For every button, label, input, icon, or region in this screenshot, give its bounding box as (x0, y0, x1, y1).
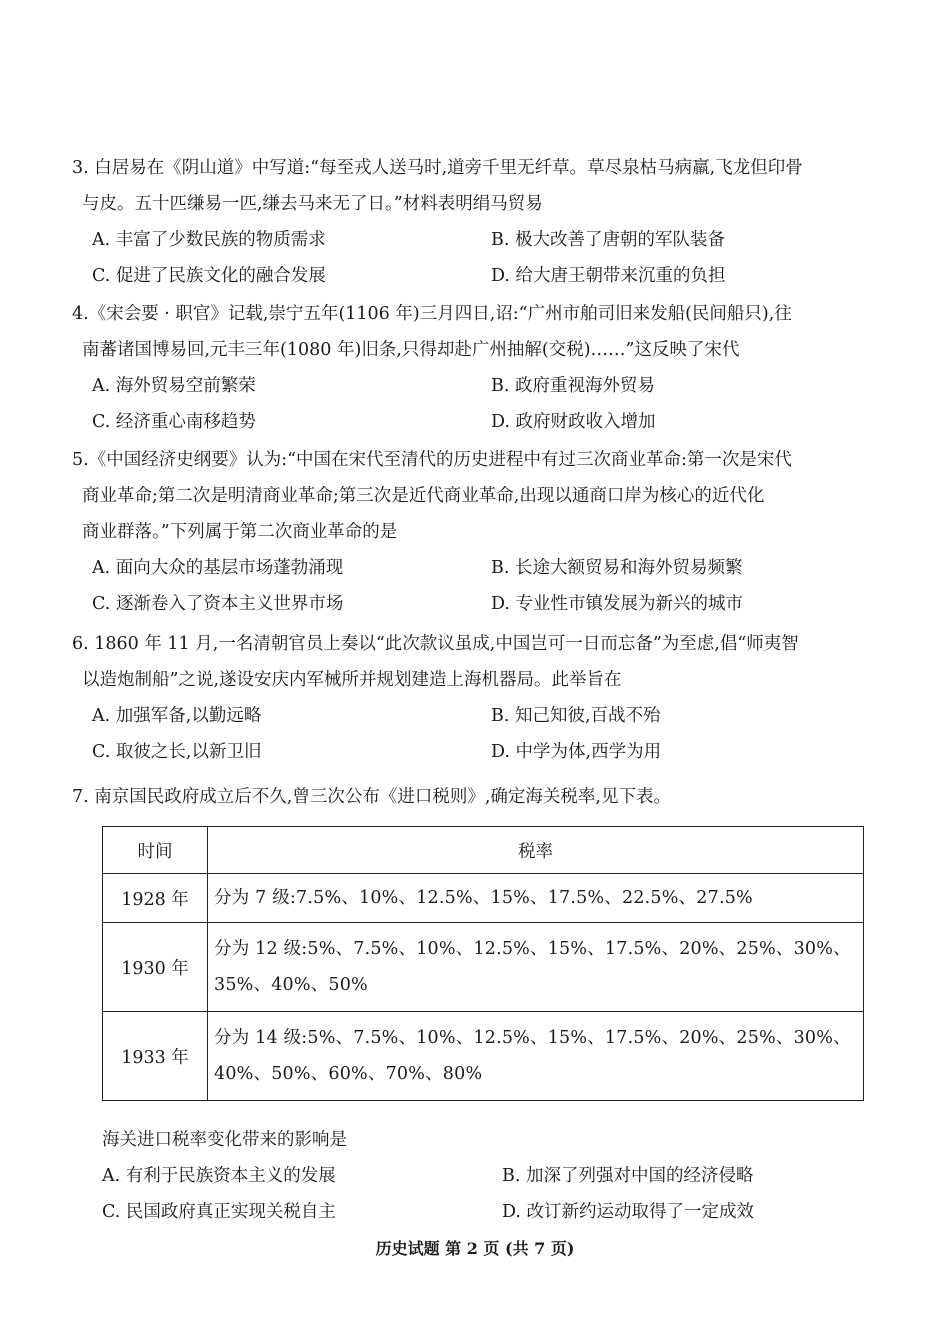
question-7-stem: 7. 南京国民政府成立后不久,曾三次公布《进口税则》,确定海关税率,见下表。 (72, 787, 671, 807)
option-d[interactable]: D. 改订新约运动取得了一定成效 (502, 1202, 755, 1222)
option-d[interactable]: D. 给大唐王朝带来沉重的负担 (491, 266, 726, 286)
row-rate: 分为 12 级:5%、7.5%、10%、12.5%、15%、17.5%、20%、25%、30%、35%、40%、50% (208, 923, 864, 1012)
question-5-stem-line-1: 5.《中国经济史纲要》认为:“中国在宋代至清代的历史进程中有过三次商业革命:第一次是宋代 (72, 450, 792, 470)
table-row (103, 874, 864, 923)
row-year: 1928 年 (103, 874, 208, 923)
option-a[interactable]: A. 面向大众的基层市场蓬勃涌现 (92, 558, 344, 578)
option-a[interactable]: A. 有利于民族资本主义的发展 (102, 1166, 336, 1186)
option-c[interactable]: C. 促进了民族文化的融合发展 (92, 266, 326, 286)
question-6-options (72, 698, 882, 770)
row-year: 1933 年 (103, 1012, 208, 1101)
question-6-stem-line-2: 以造炮制船”之说,遂设安庆内军械所并规划建造上海机器局。此举旨在 (82, 670, 622, 690)
question-7-question: 海关进口税率变化带来的影响是 (102, 1130, 347, 1150)
question-5-stem-line-3: 商业群落。”下列属于第二次商业革命的是 (82, 522, 398, 542)
page-footer: 历史试题 第 2 页 (共 7 页) (375, 1239, 575, 1258)
table-header-row (103, 827, 864, 874)
question-4-options (72, 368, 882, 440)
question-6-stem-line-1: 6. 1860 年 11 月,一名清朝官员上奏以“此次款议虽成,中国岂可一日而忘备”为至虑,倡“师夷智 (72, 634, 799, 654)
question-5-stem-line-2: 商业革命;第二次是明清商业革命;第三次是近代商业革命,出现以通商口岸为核心的近代化 (82, 486, 765, 506)
row-rate: 分为 7 级:7.5%、10%、12.5%、15%、17.5%、22.5%、27.5% (208, 874, 864, 923)
option-a[interactable]: A. 丰富了少数民族的物质需求 (92, 230, 326, 250)
question-6 (72, 626, 882, 770)
table-row (103, 923, 864, 1012)
table-row (103, 1012, 864, 1101)
option-c[interactable]: C. 逐渐卷入了资本主义世界市场 (92, 594, 344, 614)
option-b[interactable]: B. 长途大额贸易和海外贸易频繁 (491, 558, 743, 578)
option-d[interactable]: D. 中学为体,西学为用 (491, 742, 662, 762)
option-c[interactable]: C. 经济重心南移趋势 (92, 412, 256, 432)
question-4 (72, 296, 882, 440)
question-7-options (102, 1158, 882, 1230)
question-3 (72, 150, 882, 294)
question-3-stem-line-2: 与皮。五十匹缣易一匹,缣去马来无了日。”材料表明绢马贸易 (82, 194, 543, 214)
question-4-stem-line-1: 4.《宋会要 · 职官》记载,崇宁五年(1106 年)三月四日,诏:“广州市舶司旧来发船(民间船只),往 (72, 304, 792, 324)
option-a[interactable]: A. 加强军备,以勤远略 (92, 706, 262, 726)
option-b[interactable]: B. 政府重视海外贸易 (491, 376, 655, 396)
question-4-stem-line-2: 南蕃诸国博易回,元丰三年(1080 年)旧条,只得却赴广州抽解(交税)……”这反映了宋代 (82, 340, 740, 360)
row-rate: 分为 14 级:5%、7.5%、10%、12.5%、15%、17.5%、20%、25%、30%、40%、50%、60%、70%、80% (208, 1012, 864, 1101)
tariff-table (102, 826, 864, 1101)
question-7 (72, 779, 882, 815)
question-5-options (72, 550, 882, 622)
option-b[interactable]: B. 加深了列强对中国的经济侵略 (502, 1166, 754, 1186)
row-year: 1930 年 (103, 923, 208, 1012)
header-rate: 税率 (208, 827, 864, 874)
option-c[interactable]: C. 民国政府真正实现关税自主 (102, 1202, 336, 1222)
option-d[interactable]: D. 专业性市镇发展为新兴的城市 (491, 594, 744, 614)
option-d[interactable]: D. 政府财政收入增加 (491, 412, 656, 432)
question-3-stem-line-1: 3. 白居易在《阴山道》中写道:“每至戎人送马时,道旁千里无纤草。草尽泉枯马病羸,飞龙但印骨 (72, 158, 803, 178)
question-3-options (72, 222, 882, 294)
question-5 (72, 442, 882, 622)
header-time: 时间 (103, 827, 208, 874)
option-b[interactable]: B. 知己知彼,百战不殆 (491, 706, 661, 726)
question-7-continuation (102, 1122, 882, 1230)
option-a[interactable]: A. 海外贸易空前繁荣 (92, 376, 256, 396)
option-b[interactable]: B. 极大改善了唐朝的军队装备 (491, 230, 725, 250)
option-c[interactable]: C. 取彼之长,以新卫旧 (92, 742, 262, 762)
